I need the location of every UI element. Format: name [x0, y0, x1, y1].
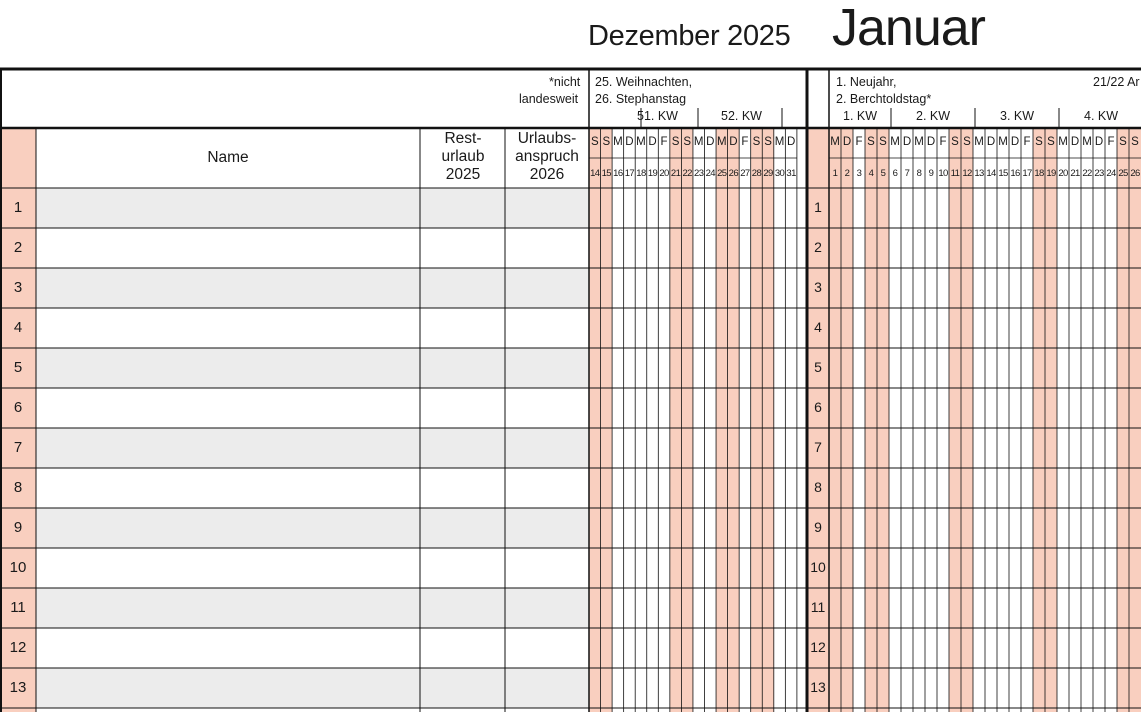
january-day-letter: D — [1094, 136, 1104, 148]
december-day-number: 31 — [786, 168, 796, 179]
january-day-letter: D — [1070, 136, 1080, 148]
december-day-letter: D — [786, 136, 796, 148]
december-day-number: 17 — [624, 168, 635, 179]
january-day-letter: F — [855, 136, 863, 148]
rest-line-2: urlaub — [441, 148, 485, 165]
december-day-letter: M — [636, 136, 646, 148]
note-jan-right: 21/22 Ar — [1093, 75, 1140, 89]
january-day-letter: S — [867, 136, 875, 148]
january-weekend-column — [841, 128, 853, 712]
january-weekend-column — [961, 128, 973, 712]
january-day-number: 10 — [938, 168, 948, 179]
january-day-letter: M — [1082, 136, 1092, 148]
row-number: 10 — [9, 559, 27, 576]
december-weekend-column — [589, 128, 601, 712]
january-day-letter: D — [926, 136, 936, 148]
january-day-number: 18 — [1034, 168, 1044, 179]
december-weekend-column — [601, 128, 613, 712]
december-day-letter: S — [602, 136, 611, 148]
jan-row-number: 3 — [814, 279, 822, 295]
december-day-letter: S — [752, 136, 761, 148]
january-day-letter: S — [963, 136, 971, 148]
december-weekend-column — [670, 128, 682, 712]
january-day-number: 14 — [986, 168, 996, 179]
jan-row-number: 12 — [810, 639, 826, 655]
january-day-letter: M — [974, 136, 984, 148]
january-day-number: 26 — [1130, 168, 1140, 179]
december-day-letter: D — [706, 136, 715, 148]
january-day-number: 20 — [1058, 168, 1068, 179]
row-background — [36, 188, 589, 228]
january-day-number: 25 — [1118, 168, 1128, 179]
kw-label-1: 1. KW — [843, 109, 878, 123]
january-day-number: 8 — [916, 168, 922, 179]
january-day-number: 23 — [1094, 168, 1104, 179]
january-day-number: 21 — [1070, 168, 1080, 179]
december-weekend-column — [751, 128, 763, 712]
kw-label-52: 52. KW — [721, 109, 762, 123]
january-weekend-column — [949, 128, 961, 712]
row-number: 3 — [13, 279, 23, 296]
january-weekend-column — [877, 128, 889, 712]
january-day-number: 6 — [892, 168, 898, 179]
row-number: 4 — [13, 319, 23, 336]
note-dec-holiday-2: 26. Stephanstag — [595, 92, 687, 106]
jan-row-number: 11 — [810, 599, 826, 615]
december-day-number: 18 — [636, 168, 646, 179]
january-day-number: 22 — [1082, 168, 1092, 179]
january-day-letter: S — [1047, 136, 1055, 148]
jan-row-number: 10 — [810, 559, 826, 575]
december-day-number: 22 — [682, 168, 692, 179]
claim-line-2: anspruch — [515, 148, 579, 165]
december-day-letter: D — [648, 136, 657, 148]
december-title: Dezember 2025 — [588, 20, 791, 52]
december-day-letter: M — [613, 136, 623, 148]
december-day-number: 23 — [694, 168, 704, 179]
december-day-letter: F — [741, 136, 749, 148]
january-day-letter: F — [1107, 136, 1115, 148]
december-day-number: 16 — [613, 168, 623, 179]
january-day-number: 24 — [1106, 168, 1116, 179]
january-day-letter: S — [1035, 136, 1043, 148]
january-day-number: 17 — [1022, 168, 1032, 179]
december-day-number: 28 — [751, 168, 762, 179]
december-weekend-column — [728, 128, 740, 712]
note-jan-holiday-2: 2. Berchtoldstag* — [836, 92, 932, 106]
row-background — [36, 268, 589, 308]
december-day-number: 24 — [705, 168, 715, 179]
note-nicht-line1: *nicht — [549, 75, 581, 89]
january-day-number: 16 — [1010, 168, 1020, 179]
january-weekend-column — [1129, 128, 1141, 712]
january-day-letter: D — [1010, 136, 1020, 148]
kw-label-4: 4. KW — [1084, 109, 1119, 123]
january-day-letter: S — [1119, 136, 1127, 148]
january-day-letter: M — [914, 136, 924, 148]
january-day-number: 3 — [856, 168, 862, 179]
december-day-number: 30 — [774, 168, 785, 179]
jan-row-number: 13 — [810, 679, 826, 695]
january-weekend-column — [865, 128, 877, 712]
row-number: 12 — [9, 639, 27, 656]
january-day-number: 1 — [832, 168, 838, 179]
rest-line-1: Rest- — [444, 130, 482, 147]
january-day-number: 5 — [880, 168, 886, 179]
column-header-name: Name — [207, 149, 249, 166]
kw-label-51: 51. KW — [637, 109, 678, 123]
claim-line-3: 2026 — [529, 166, 565, 183]
jan-row-number-column — [807, 128, 829, 712]
row-number: 5 — [13, 359, 23, 376]
december-day-number: 15 — [601, 168, 611, 179]
january-day-letter: S — [1131, 136, 1139, 148]
december-day-letter: S — [590, 136, 599, 148]
december-day-letter: S — [683, 136, 691, 148]
row-background — [36, 428, 589, 468]
note-nicht-line2: landesweit — [519, 92, 579, 106]
column-header-rest — [421, 130, 505, 184]
row-number: 6 — [13, 399, 23, 416]
january-day-number: 2 — [844, 168, 850, 179]
row-number: 11 — [10, 599, 26, 616]
january-day-number: 19 — [1046, 168, 1056, 179]
row-number: 8 — [13, 479, 23, 496]
january-day-letter: M — [998, 136, 1008, 148]
january-day-letter: D — [986, 136, 996, 148]
row-number: 1 — [13, 199, 23, 216]
january-weekend-column — [829, 128, 841, 712]
december-day-number: 29 — [763, 168, 773, 179]
january-title: Januar — [832, 0, 985, 57]
january-day-number: 11 — [950, 168, 960, 179]
january-day-letter: F — [1023, 136, 1031, 148]
january-day-letter: M — [1058, 136, 1068, 148]
december-day-number: 14 — [590, 168, 600, 179]
kw-label-3: 3. KW — [1000, 109, 1035, 123]
jan-row-number: 8 — [814, 479, 822, 495]
row-background — [36, 508, 589, 548]
jan-row-number: 1 — [814, 199, 822, 215]
december-day-number: 26 — [728, 168, 739, 179]
note-jan-holiday-1: 1. Neujahr, — [836, 75, 897, 89]
december-day-number: 20 — [659, 168, 669, 179]
jan-row-number: 9 — [814, 519, 822, 535]
december-weekend-column — [762, 128, 774, 712]
column-header-claim — [505, 130, 589, 184]
december-day-letter: D — [625, 136, 634, 148]
row-background — [36, 348, 589, 388]
january-day-letter: S — [951, 136, 959, 148]
claim-line-1: Urlaubs- — [517, 130, 577, 147]
january-day-number: 9 — [928, 168, 934, 179]
jan-row-number: 6 — [814, 399, 822, 415]
january-day-letter: M — [830, 136, 840, 148]
rest-line-3: 2025 — [445, 166, 481, 183]
jan-row-number: 2 — [814, 239, 822, 255]
january-day-letter: S — [879, 136, 887, 148]
row-number: 2 — [13, 239, 23, 256]
january-weekend-column — [1045, 128, 1057, 712]
jan-row-number: 7 — [814, 439, 822, 455]
january-day-letter: M — [890, 136, 900, 148]
row-background — [36, 668, 589, 708]
jan-row-number: 5 — [814, 359, 822, 375]
row-number: 7 — [13, 439, 23, 456]
december-weekend-column — [681, 128, 693, 712]
note-dec-holiday-1: 25. Weihnachten, — [595, 75, 693, 89]
january-day-number: 4 — [868, 168, 874, 179]
jan-row-number: 4 — [814, 319, 822, 335]
december-day-letter: M — [717, 136, 727, 148]
january-day-number: 7 — [904, 168, 910, 179]
row-background — [36, 588, 589, 628]
december-weekend-column — [716, 128, 728, 712]
december-day-letter: S — [764, 136, 772, 148]
january-weekend-column — [1033, 128, 1045, 712]
december-day-letter: D — [729, 136, 738, 148]
december-day-number: 27 — [740, 168, 750, 179]
december-day-number: 21 — [670, 168, 681, 179]
january-weekend-column — [1117, 128, 1129, 712]
january-day-number: 15 — [998, 168, 1008, 179]
january-day-letter: F — [939, 136, 947, 148]
january-day-letter: D — [902, 136, 912, 148]
january-day-letter: D — [842, 136, 852, 148]
december-day-letter: F — [660, 136, 668, 148]
row-number: 9 — [13, 519, 23, 536]
row-number: 13 — [9, 679, 27, 696]
kw-label-2: 2. KW — [916, 109, 951, 123]
january-day-number: 13 — [974, 168, 984, 179]
january-day-number: 12 — [962, 168, 972, 179]
december-day-number: 19 — [647, 168, 658, 179]
december-day-letter: M — [693, 136, 704, 148]
december-day-number: 25 — [717, 168, 727, 179]
december-day-letter: S — [671, 136, 680, 148]
december-day-letter: M — [774, 136, 785, 148]
